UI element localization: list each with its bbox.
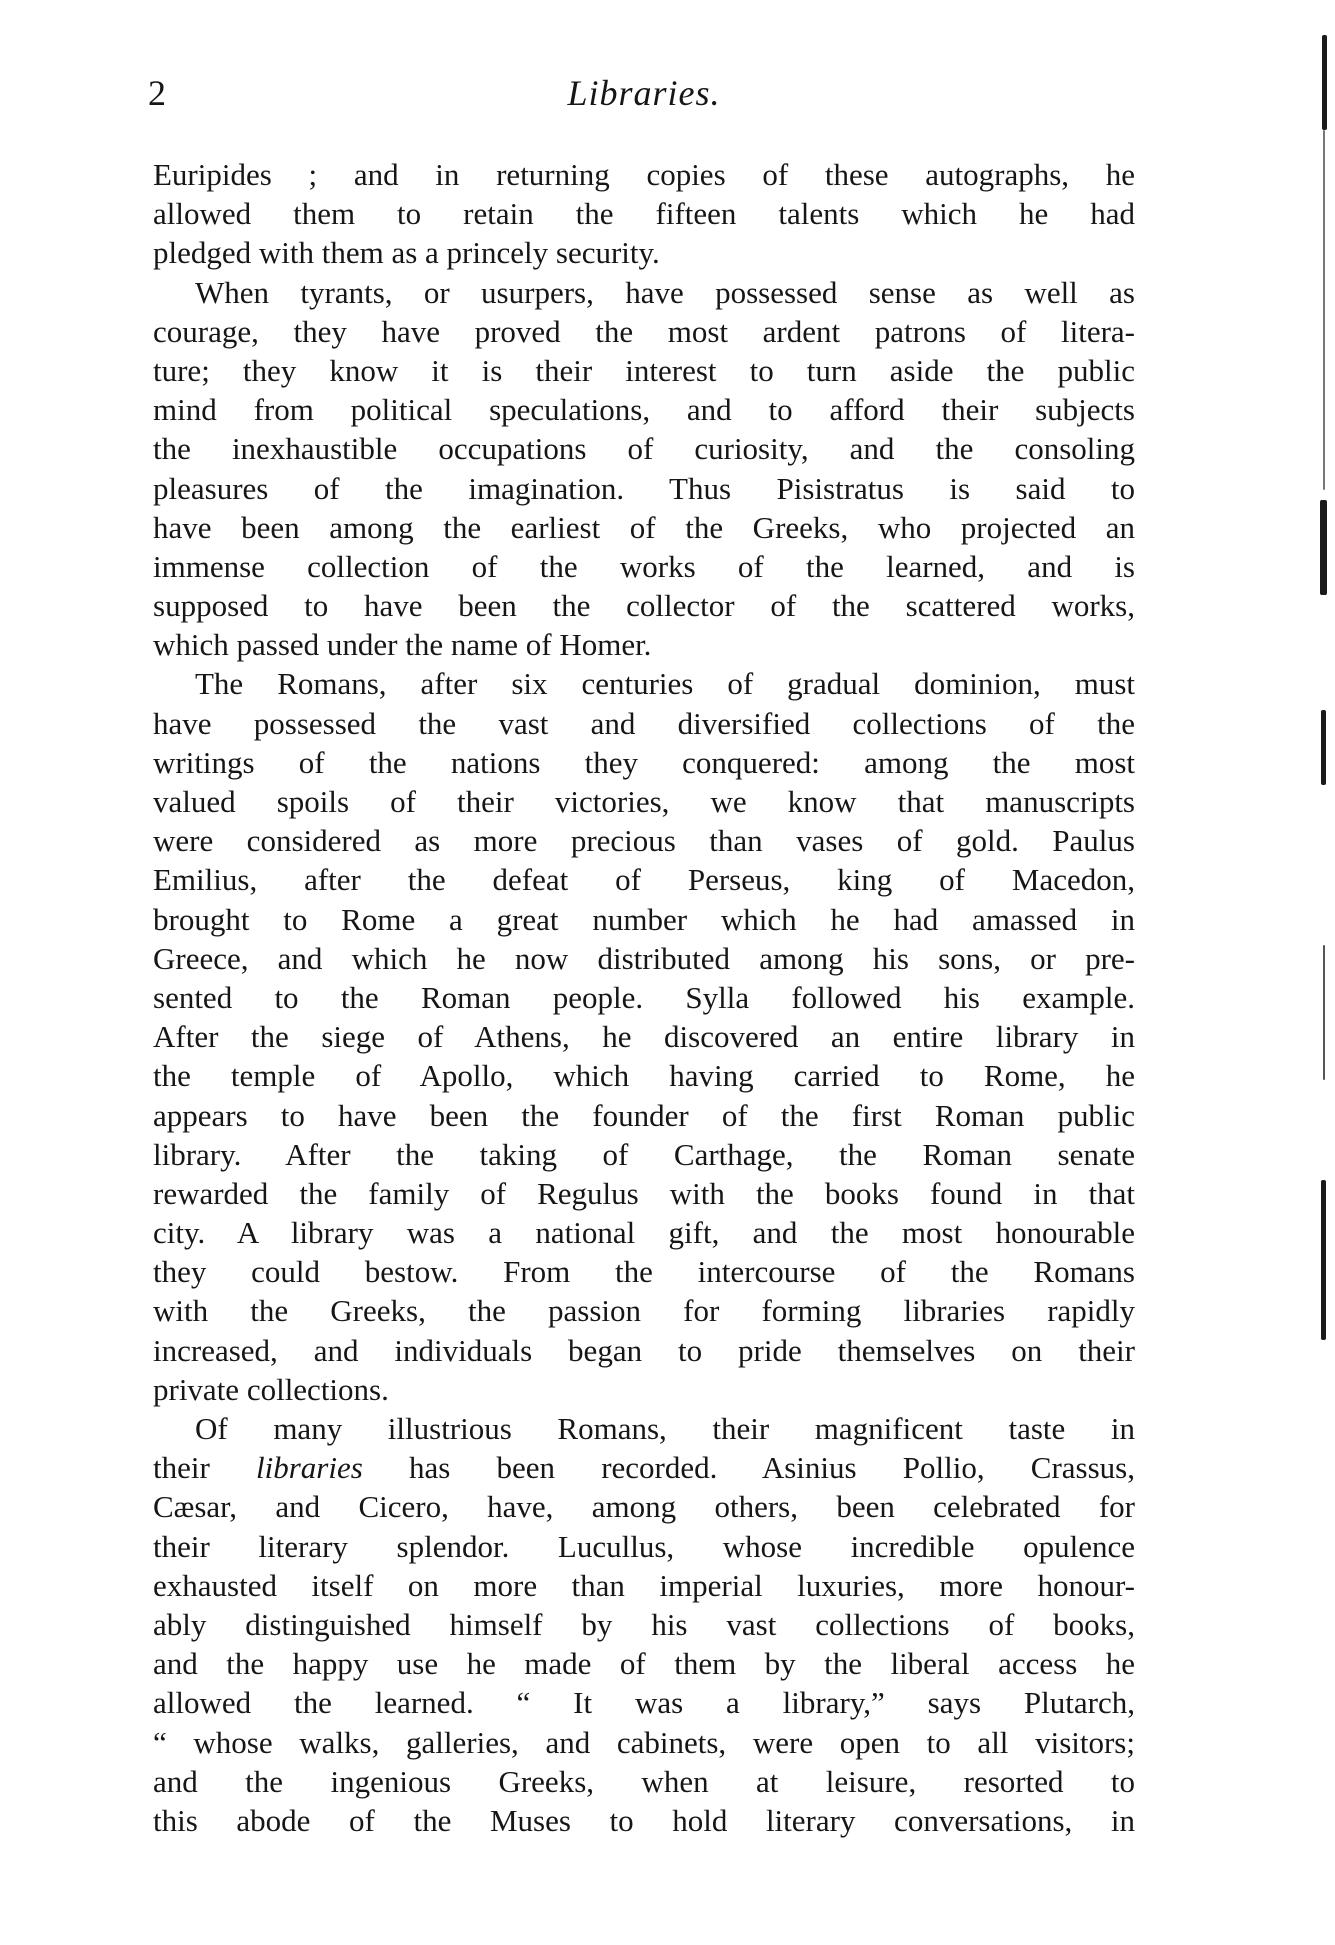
text-line: immense collection of the works of the learned, and is	[153, 548, 1135, 584]
text-line: brought to Rome a great number which he had amassed in	[153, 901, 1135, 937]
text-line: exhausted itself on more than imperial luxuries, more honour-	[153, 1567, 1135, 1603]
text-line: the temple of Apollo, which having carried to Rome, he	[153, 1058, 1135, 1094]
text-segment: has been recorded. Asinius Pollio, Crassus,	[362, 1450, 1135, 1486]
binding-edge-mark	[1320, 500, 1327, 595]
text-line: supposed to have been the collector of the scattered works,	[153, 588, 1135, 624]
text-line: this abode of the Muses to hold literary conversations, in	[153, 1802, 1135, 1838]
text-line: When tyrants, or usurpers, have possessed sense as well as	[195, 274, 1135, 310]
text-line: Cæsar, and Cicero, have, among others, been celebrated for	[153, 1489, 1135, 1525]
text-line: ably distinguished himself by his vast collections of books,	[153, 1606, 1135, 1642]
text-line: pleasures of the imagination. Thus Pisistratus is said to	[153, 470, 1135, 506]
text-line: and the happy use he made of them by the liberal access he	[153, 1646, 1135, 1682]
text-line: and the ingenious Greeks, when at leisure, resorted to	[153, 1763, 1135, 1799]
text-line	[153, 1448, 1135, 1487]
text-line: were considered as more precious than vases of gold. Paulus	[153, 823, 1135, 859]
binding-edge-mark	[1322, 35, 1327, 130]
text-segment: their	[153, 1450, 256, 1486]
text-line: writings of the nations they conquered: among the most	[153, 744, 1135, 780]
page-header	[148, 68, 1140, 118]
text-line: ture; they know it is their interest to turn aside the public	[153, 352, 1135, 388]
text-line: “ whose walks, galleries, and cabinets, were open to all visitors;	[153, 1724, 1135, 1760]
body-text	[153, 155, 1135, 1840]
text-line: courage, they have proved the most ardent patrons of litera-	[153, 313, 1135, 349]
text-line: have been among the earliest of the Greeks, who projected an	[153, 509, 1135, 545]
text-line: Greece, and which he now distributed among his sons, or pre-	[153, 940, 1135, 976]
italic-word: libraries	[256, 1450, 363, 1486]
text-line: allowed them to retain the fifteen talents which he had	[153, 196, 1135, 232]
text-line: allowed the learned. “ It was a library,” says Plutarch,	[153, 1685, 1135, 1721]
binding-edge-mark	[1321, 1180, 1326, 1340]
text-line: city. A library was a national gift, and the most honourable	[153, 1215, 1135, 1251]
page-number: 2	[148, 73, 166, 113]
text-line: they could bestow. From the intercourse of the Romans	[153, 1254, 1135, 1290]
text-line: the inexhaustible occupations of curiosity, and the consoling	[153, 431, 1135, 467]
binding-edge-mark	[1321, 710, 1326, 785]
text-line: rewarded the family of Regulus with the books found in that	[153, 1175, 1135, 1211]
text-line: valued spoils of their victories, we know that manuscripts	[153, 784, 1135, 819]
text-line: After the siege of Athens, he discovered an entire library in	[153, 1019, 1135, 1055]
binding-edge-mark	[1323, 130, 1325, 490]
text-line: their literary splendor. Lucullus, whose incredible opulence	[153, 1528, 1135, 1564]
text-line: Of many illustrious Romans, their magnificent taste in	[195, 1411, 1135, 1446]
text-line: private collections.	[153, 1371, 389, 1407]
text-line: which passed under the name of Homer.	[153, 627, 652, 663]
text-line: Emilius, after the defeat of Perseus, king of Macedon,	[153, 862, 1135, 898]
text-line: pledged with them as a princely security.	[153, 235, 660, 271]
text-line: with the Greeks, the passion for forming libraries rapidly	[153, 1293, 1135, 1329]
binding-edge-mark	[1323, 945, 1325, 1080]
text-line: mind from political speculations, and to afford their subjects	[153, 392, 1135, 428]
running-title: Libraries.	[567, 73, 721, 113]
text-line: have possessed the vast and diversified collections of the	[153, 705, 1135, 741]
text-line: Euripides ; and in returning copies of these autographs, he	[153, 157, 1135, 192]
text-line: appears to have been the founder of the first Roman public	[153, 1097, 1135, 1133]
text-line: library. After the taking of Carthage, the Roman senate	[153, 1136, 1135, 1172]
text-line: The Romans, after six centuries of gradual dominion, must	[195, 666, 1135, 702]
text-line: sented to the Roman people. Sylla followed his example.	[153, 979, 1135, 1015]
text-line: increased, and individuals began to pride themselves on their	[153, 1332, 1135, 1368]
